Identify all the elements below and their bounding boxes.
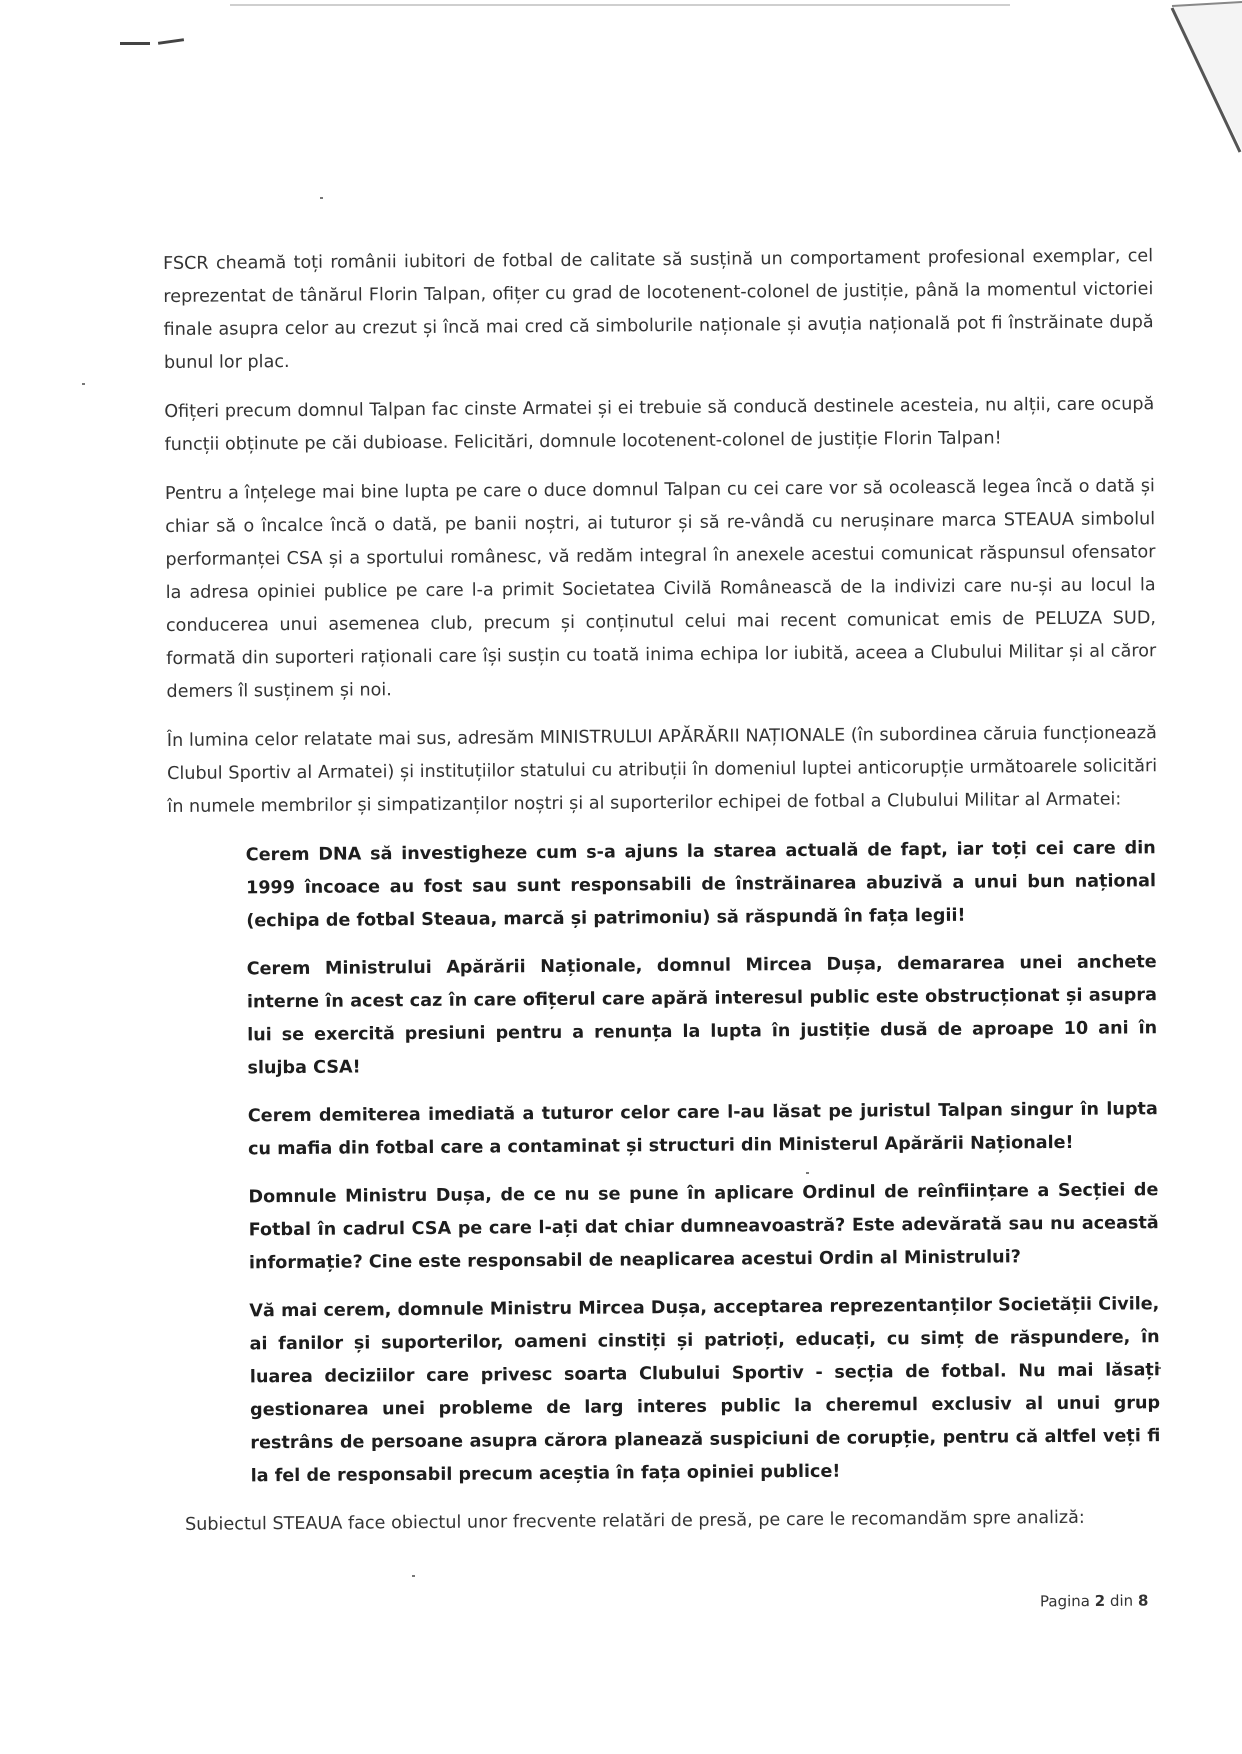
- page-current: 2: [1094, 1591, 1106, 1610]
- page-prefix: Pagina: [1039, 1592, 1091, 1611]
- page-separator: din: [1109, 1591, 1134, 1610]
- paragraph: Pentru a înțelege mai bine lupta pe care o duce domnul Talpan cu cei care vor să ocolească legea încă o dată și chiar să o încalce încă o dată, pe banii noștri, ai tuturor și să re-vândă cu nerușinare marca STEAUA simbolul performanței CSA și a sportului românesc, vă redăm integral în anexele acestui comunicat răspunsul ofensator la adresa opiniei publice pe care l-a primit Societatea Civilă Românească de la indivizi care nu-și au locul la conducerea unui asemenea club, precum și conținutul celui mai recent comunicat emis de PELUZA SUD, formată din suporteri raționali care își susțin cu toată inima echipa lor iubită, aceea a Clubului Militar și al căror demers îl susținem și noi.: [164, 476, 1157, 702]
- request-item: Cerem Ministrului Apărării Naționale, domnul Mircea Dușa, demararea unei anchete interne în acest caz în care ofițerul care apără interesul public este obstrucționat și asupra lui se exercită presiuni pentru a renunța la lupta în justiție dusă de aproape 10 ani în slujba CSA!: [246, 952, 1158, 1079]
- scan-edge-line: [230, 4, 1010, 6]
- document-body: [163, 240, 1163, 1542]
- request-item: Domnule Ministru Dușa, de ce nu se pune în aplicare Ordinul de reînființare a Secției de Fotbal în cadrul CSA pe care l-ați dat chiar dumneavoastră? Este adevărată sau nu această informație? Cine este responsabil de neaplicarea acestui Ordin al Ministrului?: [248, 1180, 1159, 1274]
- paragraph: În lumina celor relatate mai sus, adresăm MINISTRULUI APĂRĂRII NAȚIONALE (în subordinea căruia funcționează Clubul Sportiv al Armatei) și instituțiilor statului cu atribuții în domeniul luptei anticorupție următoarele solicitări în numele membrilor și simpatizanților noștri și al suporterilor echipei de fotbal a Clubului Militar al Armatei:: [166, 723, 1158, 817]
- scan-corner-shadow: [1132, 0, 1242, 160]
- requests-list: [246, 832, 1161, 1493]
- closing-paragraph: Subiectul STEAUA face obiectul unor frecvente relatări de presă, pe care le recomandăm spre analiză:: [184, 1507, 1085, 1535]
- paragraph: Ofițeri precum domnul Talpan fac cinste Armatei și ei trebuie să conducă destinele acesteia, nu alții, care ocupă funcții obținute pe căi dubioase. Felicitări, domnule locotenent-colonel de justiție Florin Talpan!: [164, 394, 1155, 455]
- paragraph: FSCR cheamă toți românii iubitori de fotbal de calitate să susțină un comportament profesional exemplar, cel reprezentat de tânărul Florin Talpan, ofițer cu grad de locotenent-colonel de justiție, până la momentul victoriei finale asupra celor au crezut și încă mai cred că simbolurile naționale și avuția națională pot fi înstrăinate după bunul lor plac.: [163, 246, 1154, 373]
- request-item: Cerem demiterea imediată a tuturor celor care l-au lăsat pe juristul Talpan singur în lupta cu mafia din fotbal care a contaminat și structuri din Ministerul Apărării Naționale!: [247, 1099, 1158, 1160]
- scan-speck: [82, 383, 85, 385]
- scan-speck: [320, 197, 323, 199]
- page-total: 8: [1137, 1591, 1149, 1610]
- page-number: [1040, 1592, 1149, 1611]
- scan-speck: [412, 1575, 415, 1577]
- request-item: Vă mai cerem, domnule Ministru Mircea Dușa, acceptarea reprezentanților Societății Civile, ai fanilor și suporterilor, oameni cinstiți și patrioți, educați, cu simț de răspundere, în luarea deciziilor care privesc soarta Clubului Sportiv - secția de fotbal. Nu mai lăsați gestionarea unei probleme de larg interes public la cheremul exclusiv al unui grup restrâns de persoane asupra cărora planează suspiciuni de corupție, pentru că altfel veți fi la fel de responsabil precum aceștia în fața opiniei publice!: [249, 1294, 1161, 1487]
- request-item: Cerem DNA să investigheze cum s-a ajuns la starea actuală de fapt, iar toți cei care din 1999 încoace au fost sau sunt responsabili de înstrăinarea abuzivă a unui bun național (echipa de fotbal Steaua, marcă și patrimoniu) să răspundă în fața legii!: [245, 838, 1157, 932]
- scan-mark: [120, 40, 190, 46]
